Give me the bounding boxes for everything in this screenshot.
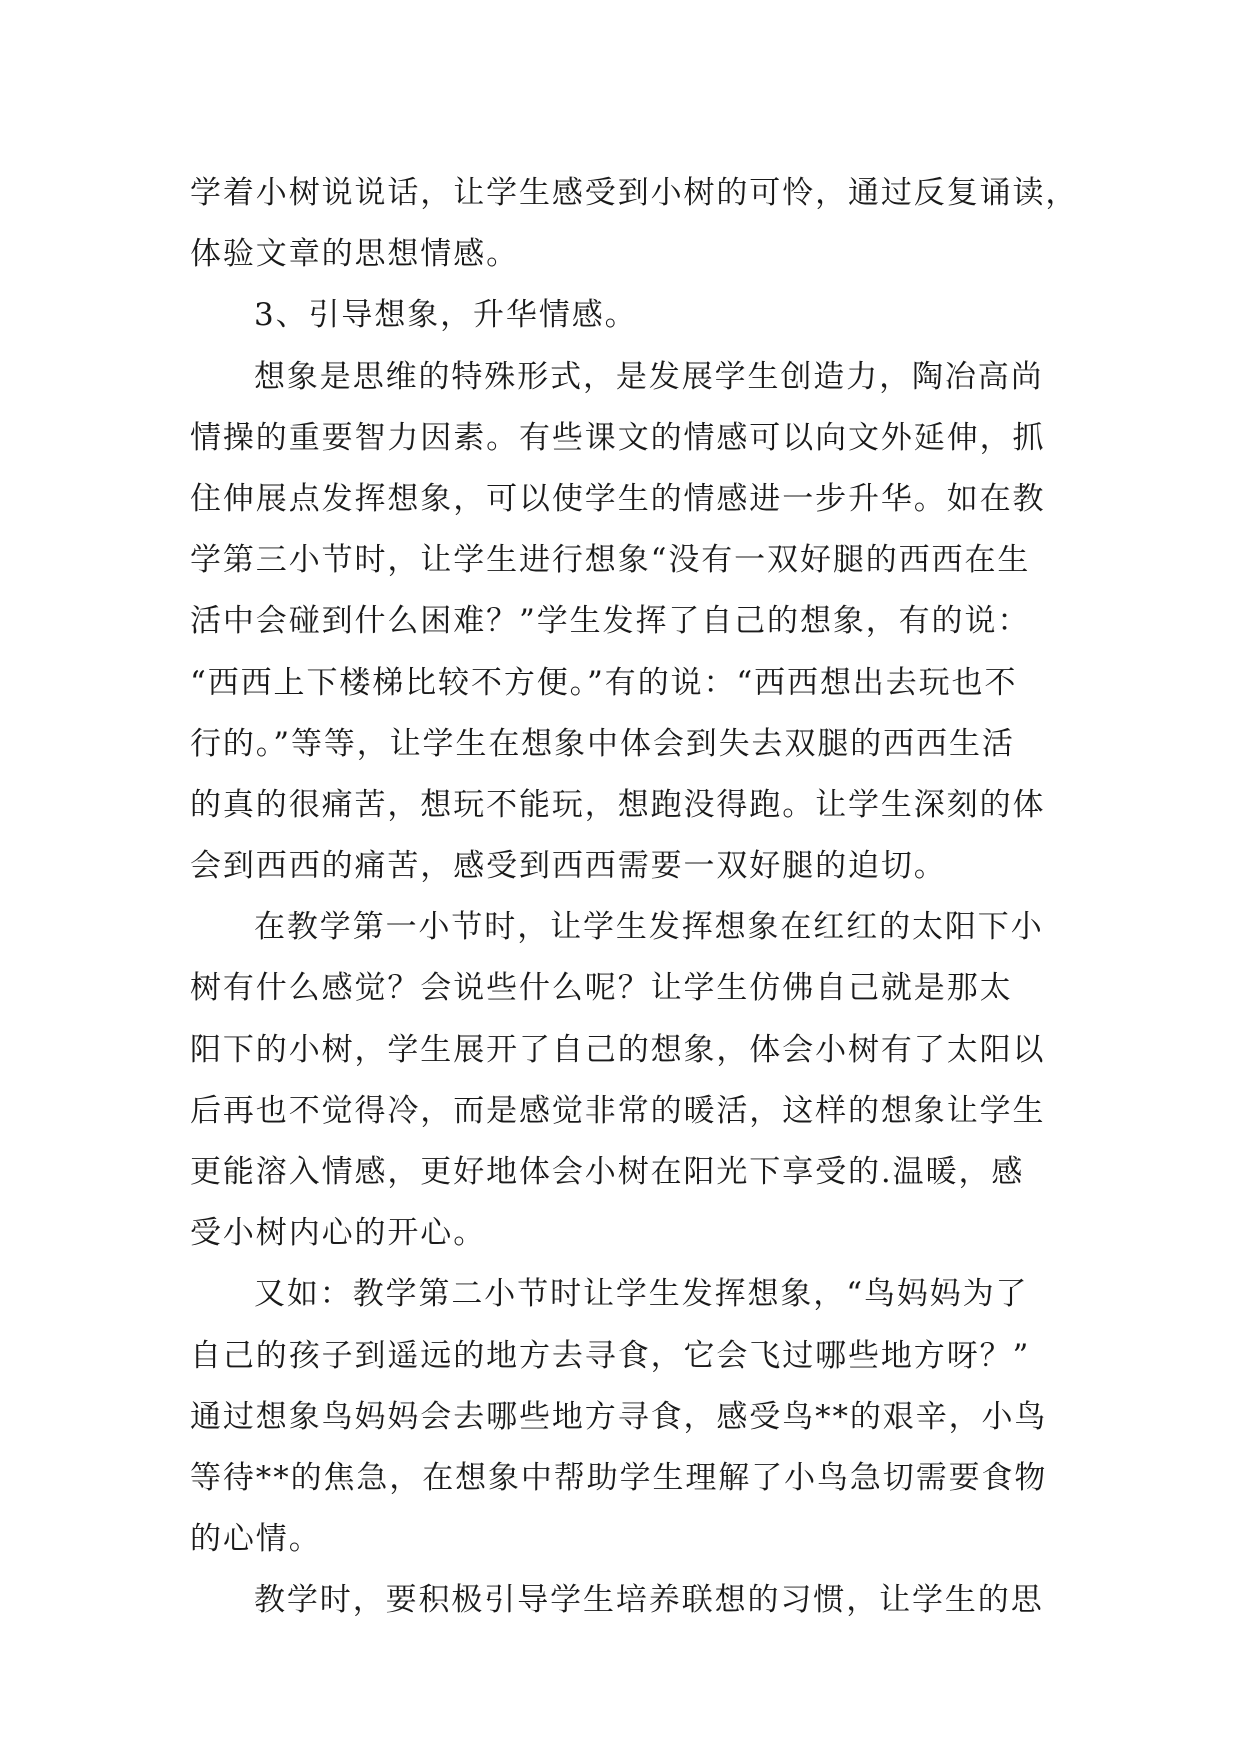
text-line: 等待**的焦急，在想象中帮助学生理解了小鸟急切需要食物	[190, 1459, 1048, 1496]
text-line: 3、引导想象，升华情感。	[254, 297, 638, 334]
text-line: 后再也不觉得冷，而是感觉非常的暖活，这样的想象让学生	[190, 1092, 1046, 1129]
text-line: 住伸展点发挥想象，可以使学生的情感进一步升华。如在教	[190, 480, 1046, 517]
text-line: 更能溶入情感，更好地体会小树在阳光下享受的.温暖，感	[190, 1154, 1025, 1190]
text-line: 树有什么感觉？会说些什么呢？让学生仿佛自己就是那太	[190, 970, 1013, 1007]
text-line: 通过想象鸟妈妈会去哪些地方寻食，感受鸟**的艰辛，小鸟	[190, 1398, 1048, 1435]
text-line: 会到西西的痛苦，感受到西西需要一双好腿的迫切。	[190, 848, 947, 885]
text-line: 的心情。	[190, 1521, 322, 1558]
text-line: 想象是思维的特殊形式，是发展学生创造力，陶冶高尚	[254, 358, 1044, 395]
text-line: 教学时，要积极引导学生培养联想的习惯，让学生的思	[254, 1582, 1044, 1619]
text-line: 体验文章的思想情感。	[190, 236, 519, 273]
text-line: 行的。”等等，让学生在想象中体会到失去双腿的西西生活	[190, 725, 1015, 762]
text-line: 在教学第一小节时，让学生发挥想象在红红的太阳下小	[254, 909, 1044, 946]
text-line: 阳下的小树，学生展开了自己的想象，体会小树有了太阳以	[190, 1031, 1046, 1068]
text-line: “西西上下楼梯比较不方便。”有的说：“西西想出去玩也不	[190, 664, 1018, 701]
text-line: 情操的重要智力因素。有些课文的情感可以向文外延伸，抓	[190, 419, 1046, 456]
text-line: 受小树内心的开心。	[190, 1215, 487, 1252]
text-line: 的真的很痛苦，想玩不能玩，想跑没得跑。让学生深刻的体	[190, 786, 1046, 823]
text-line: 又如：教学第二小节时让学生发挥想象，“鸟妈妈为了	[254, 1276, 1029, 1313]
text-line: 活中会碰到什么困难？”学生发挥了自己的想象，有的说：	[190, 603, 1031, 640]
text-line: 学第三小节时，让学生进行想象“没有一双好腿的西西在生	[190, 542, 1031, 579]
text-line: 学着小树说说话，让学生感受到小树的可怜，通过反复诵读，	[190, 175, 1079, 211]
text-line: 自己的孩子到遥远的地方去寻食，它会飞过哪些地方呀？”	[190, 1337, 1031, 1374]
document-body	[190, 163, 1079, 1632]
